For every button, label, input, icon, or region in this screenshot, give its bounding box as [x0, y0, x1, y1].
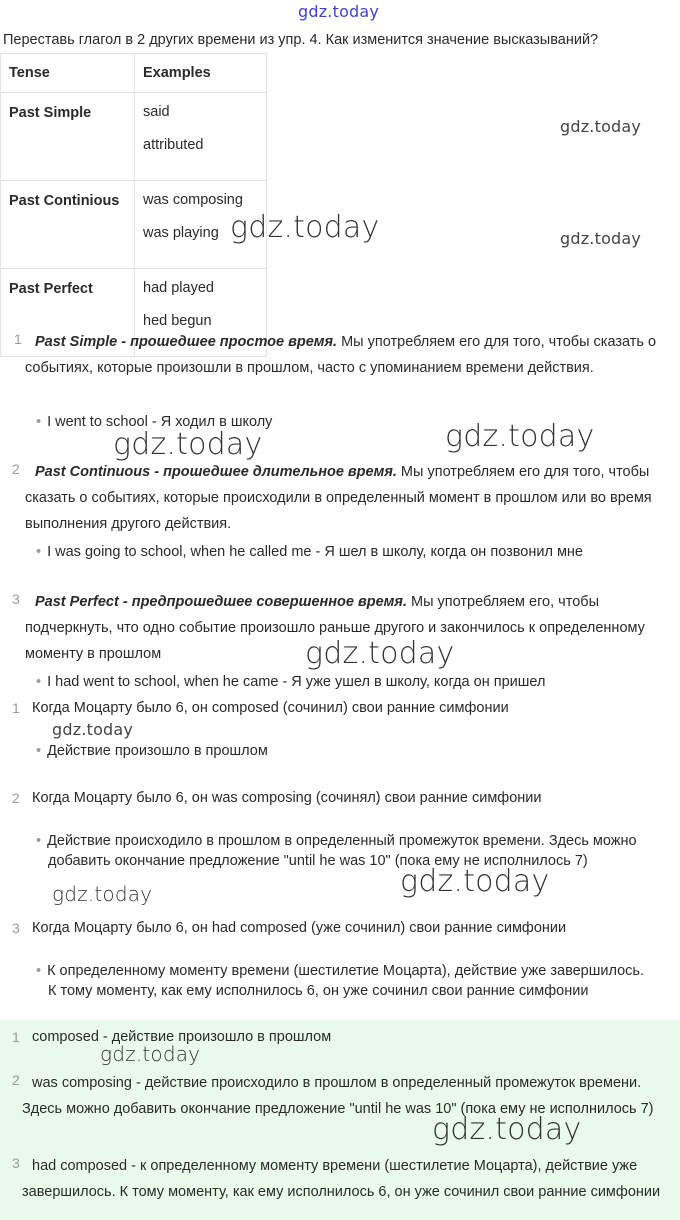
sentence-note: Действие происходило в прошлом в определенный промежуток времени. Здесь можно добавить окончание предложение "until he was 10" (пока ему не исполнилось 7): [47, 833, 637, 869]
watermark: gdz.today: [400, 864, 550, 899]
explanation-title: Past Perfect - предпрошедшее совершенное время.: [35, 594, 407, 610]
sentence-note: Действие произошло в прошлом: [47, 743, 268, 759]
summary-text: composed - действие произошло в прошлом: [32, 1029, 332, 1045]
sentence-text: Когда Моцарту было 6, он was composing (сочинял) свои ранние симфонии: [32, 790, 542, 806]
example-sentence: I was going to school, when he called me - Я шел в школу, когда он позвонил мне: [47, 544, 583, 560]
summary-text: was composing - действие происходило в прошлом в определенный промежуток времени. Здесь можно добавить окончание предложение "until he was 10" (пока ему не исполнилось 7): [22, 1075, 654, 1117]
explanation-text: Мы употребляем его, чтобы подчеркнуть, что одно событие произошло раньше другого и закончилось к определенному моменту в прошлом: [25, 594, 645, 662]
list-number: 2: [12, 461, 20, 477]
list-item: • I was going to school, when he called me - Я шел в школу, когда он позвонил мне: [36, 544, 583, 560]
example-sentence: I had went to school, when he came - Я уже ушел в школу, когда он пришел: [47, 674, 546, 690]
watermark: gdz.today: [432, 1112, 582, 1147]
example-word: was composing: [143, 192, 243, 208]
sentence-note: К определенному моменту времени (шестилетие Моцарта), действие уже завершилось. К тому моменту, как ему исполнилось 6, он уже сочинил свои ранние симфонии: [47, 963, 644, 999]
list-item: • К определенному моменту времени (шестилетие Моцарта), действие уже завершилось. К тому моменту, как ему исполнилось 6, он уже сочинил свои ранние симфонии: [36, 963, 644, 999]
table-row: [1, 93, 267, 181]
watermark: gdz.today: [305, 636, 455, 671]
explanation-text: Мы употребляем его для того, чтобы сказать о событиях, которые происходили в определенный момент в прошлом или во время выполнения другого действия.: [25, 464, 652, 532]
list-item: • Действие произошло в прошлом: [36, 743, 268, 759]
explanation-paragraph: [25, 459, 680, 537]
list-item: • Действие происходило в прошлом в определенный промежуток времени. Здесь можно добавить окончание предложение "until he was 10" (пока ему не исполнилось 7): [36, 833, 637, 869]
example-word: said: [143, 104, 170, 120]
watermark: gdz.today: [100, 1042, 201, 1066]
watermark: gdz.today: [560, 229, 642, 248]
watermark: gdz.today: [445, 419, 595, 454]
watermark-top: gdz.today: [298, 2, 380, 21]
example-word: attributed: [143, 137, 204, 153]
tense-examples: [135, 93, 267, 181]
table-row: [1, 181, 267, 269]
watermark: gdz.today: [560, 117, 642, 136]
tense-table: [0, 53, 267, 357]
list-number: 3: [12, 591, 20, 607]
tense-name: Past Continious: [1, 181, 135, 269]
sentence-text: Когда Моцарту было 6, он had composed (уже сочинил) свои ранние симфонии: [32, 920, 567, 936]
example-sentence: I went to school - Я ходил в школу: [47, 414, 273, 430]
table-header: Tense: [1, 54, 135, 93]
tense-name: Past Perfect: [1, 269, 135, 357]
watermark: gdz.today: [52, 720, 134, 739]
tense-name: Past Simple: [1, 93, 135, 181]
example-word: had played: [143, 280, 214, 296]
watermark: gdz.today: [113, 427, 263, 462]
list-number: 1: [14, 331, 22, 347]
sentence-text: Когда Моцарту было 6, он composed (сочинил) свои ранние симфонии: [32, 700, 509, 716]
list-number: 1: [12, 1029, 20, 1045]
list-item: • I went to school - Я ходил в школу: [36, 414, 273, 430]
table-header: Examples: [135, 54, 267, 93]
summary-text: had composed - к определенному моменту времени (шестилетие Моцарта), действие уже завершилось. К тому моменту, как ему исполнилось 6, он уже сочинил свои ранние симфонии: [22, 1158, 661, 1200]
explanation-title: Past Simple - прошедшее простое время.: [35, 334, 338, 350]
list-number: 3: [12, 920, 20, 936]
list-number: 2: [12, 790, 20, 806]
list-number: 1: [12, 700, 20, 716]
example-word: was playing: [143, 225, 219, 241]
explanation-text: Мы употребляем его для того, чтобы сказать о событиях, которые произошли в прошлом, часто с упоминанием времени действия.: [25, 334, 657, 376]
table-header-row: [1, 54, 267, 93]
list-number: 3: [12, 1155, 20, 1171]
example-word: hed begun: [143, 313, 212, 329]
watermark: gdz.today: [230, 210, 380, 245]
list-number: 2: [12, 1072, 20, 1088]
question-text: Переставь глагол в 2 других времени из упр. 4. Как изменится значение высказываний?: [3, 32, 599, 48]
explanation-paragraph: [25, 329, 675, 381]
list-item: • I had went to school, when he came - Я уже ушел в школу, когда он пришел: [36, 674, 546, 690]
watermark: gdz.today: [52, 882, 153, 906]
explanation-title: Past Continuous - прошедшее длительное время.: [35, 464, 397, 480]
